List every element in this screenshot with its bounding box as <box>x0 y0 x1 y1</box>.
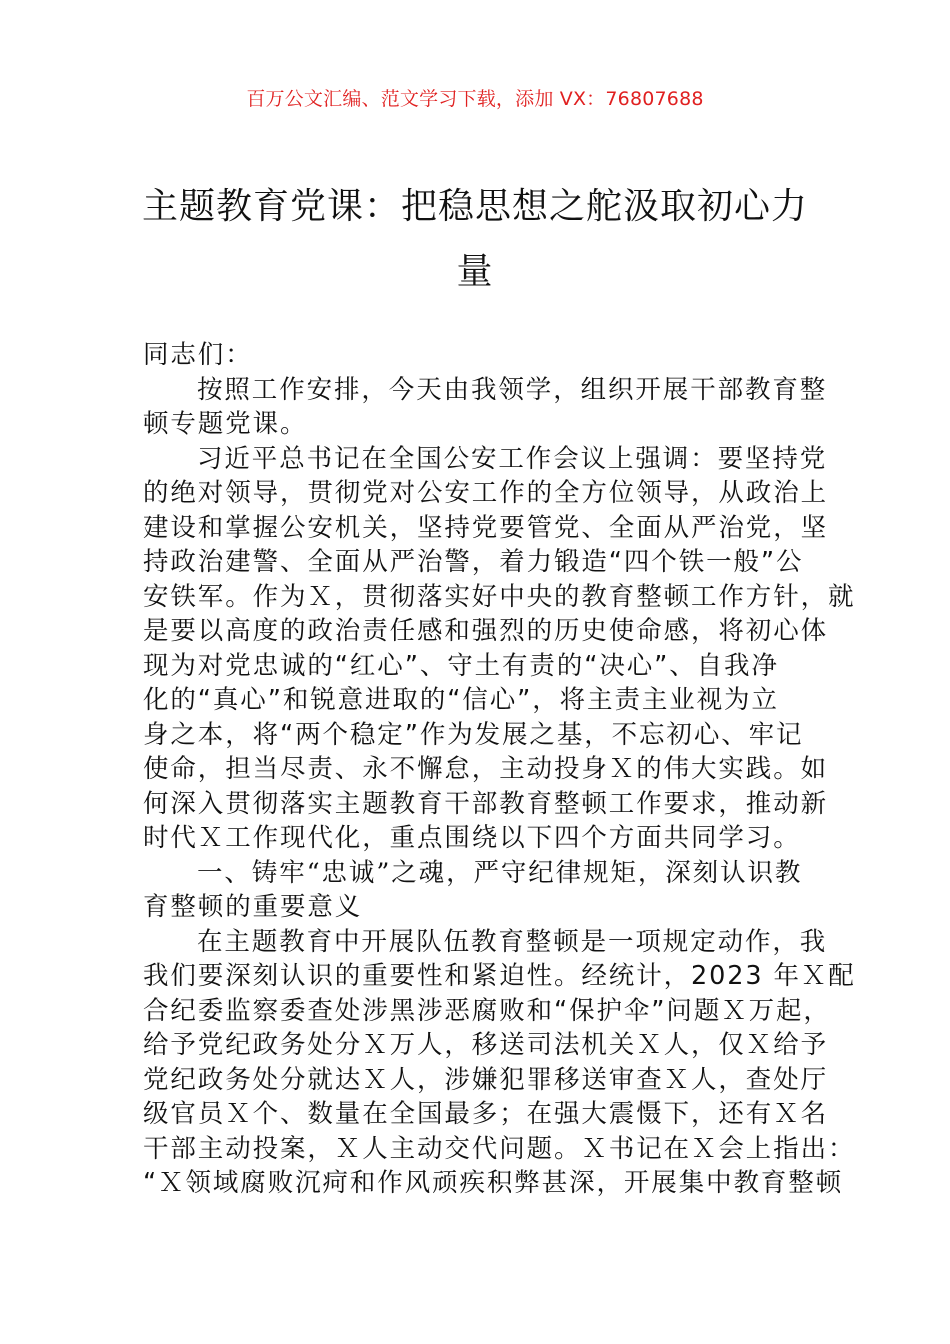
paragraph-line: 级官员Ｘ个、数量在全国最多；在强大震慑下，还有Ｘ名 <box>143 1099 829 1129</box>
paragraph-line: 何深入贯彻落实主题教育干部教育整顿工作要求，推动新 <box>143 788 829 819</box>
paragraph-line: 安铁军。作为Ｘ，贯彻落实好中央的教育整顿工作方针，就 <box>143 581 856 612</box>
paragraph-line: 顿专题党课。 <box>143 409 308 439</box>
paragraph-line: 持政治建警、全面从严治警，着力锻造“四个铁一般”公 <box>143 547 804 577</box>
paragraph-line: 在主题教育中开展队伍教育整顿是一项规定动作，我 <box>197 926 828 957</box>
paragraph-line: “Ｘ领域腐败沉疴和作风顽疾积弊甚深，开展集中教育整顿 <box>143 1168 844 1198</box>
paragraph-line: 化的“真心”和锐意进取的“信心”，将主责主业视为立 <box>143 685 779 715</box>
paragraph-line: 的绝对领导，贯彻党对公安工作的全方位领导，从政治上 <box>143 478 829 508</box>
section-heading: 育整顿的重要意义 <box>143 892 363 922</box>
paragraph-line: 干部主动投案，Ｘ人主动交代问题。Ｘ书记在Ｘ会上指出： <box>143 1133 856 1164</box>
salutation: 同志们： <box>143 340 253 370</box>
paragraph-line: 现为对党忠诚的“红心”、守土有责的“决心”、自我净 <box>143 650 779 681</box>
paragraph-line: 党纪政务处分就达Ｘ人，涉嫌犯罪移送审查Ｘ人，查处厅 <box>143 1064 829 1095</box>
paragraph-line: 建设和掌握公安机关，坚持党要管党、全面从严治党，坚 <box>143 512 829 543</box>
paragraph-line: 按照工作安排，今天由我领学，组织开展干部教育整 <box>197 374 828 405</box>
paragraph-line: 使命，担当尽责、永不懈怠，主动投身Ｘ的伟大实践。如 <box>143 754 829 784</box>
paragraph-line: 习近平总书记在全国公安工作会议上强调：要坚持党 <box>197 443 828 474</box>
document-title-line-1: 主题教育党课：把稳思想之舵汲取初心力 <box>141 186 808 227</box>
paragraph-line: 合纪委监察委查处涉黑涉恶腐败和“保护伞”问题Ｘ万起， <box>143 995 831 1026</box>
paragraph-line: 我们要深刻认识的重要性和紧迫性。经统计，2023 年Ｘ配 <box>143 961 856 991</box>
watermark-banner: 百万公文汇编、范文学习下载，添加 VX：76807688 <box>246 88 704 110</box>
document-body <box>143 338 856 1201</box>
paragraph-line: 身之本，将“两个稳定”作为发展之基，不忘初心、牢记 <box>143 719 804 750</box>
paragraph-line: 时代Ｘ工作现代化，重点围绕以下四个方面共同学习。 <box>143 823 801 853</box>
document-title-line-2: 量 <box>456 251 494 292</box>
section-heading: 一、铸牢“忠诚”之魂，严守纪律规矩，深刻认识教 <box>197 857 803 888</box>
paragraph-line: 给予党纪政务处分Ｘ万人，移送司法机关Ｘ人，仅Ｘ给予 <box>143 1030 829 1060</box>
paragraph-line: 是要以高度的政治责任感和强烈的历史使命感，将初心体 <box>143 616 829 646</box>
